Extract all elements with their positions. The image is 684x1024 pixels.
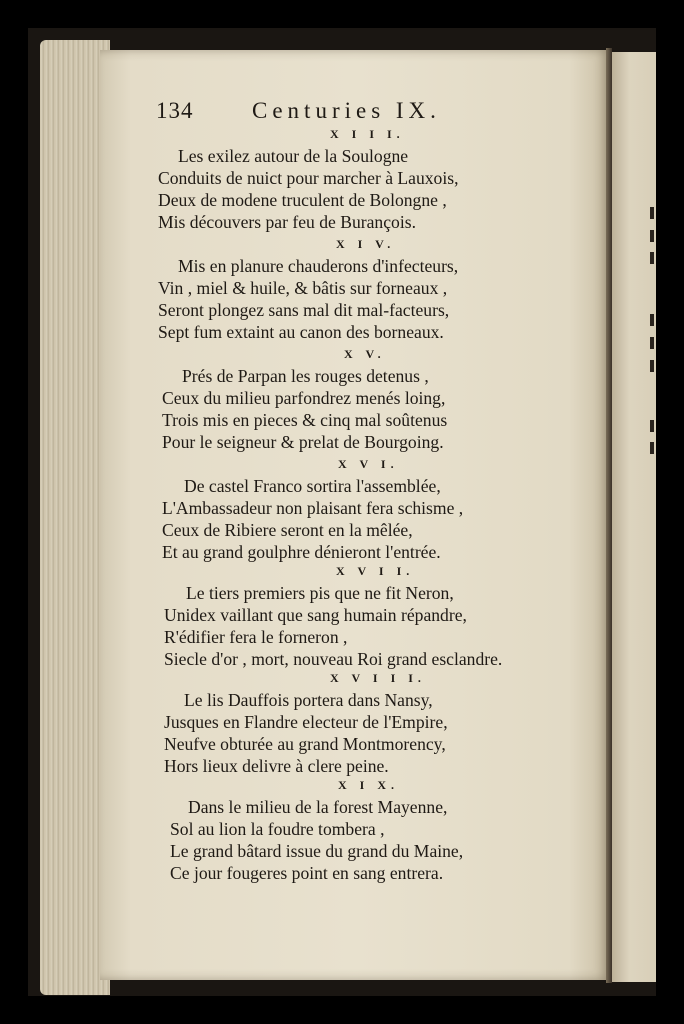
page-title: Centuries IX. [252, 98, 441, 123]
verse-line: Sol au lion la foudre tombera , [170, 819, 385, 839]
verse-line: Le tiers premiers pis que ne fit Neron, [186, 583, 454, 603]
verse-line: Neufve obturée au grand Montmorency, [164, 734, 446, 754]
verse-line: Sept fum extaint au canon des borneaux. [158, 322, 444, 342]
verse-line: Dans le milieu de la forest Mayenne, [188, 797, 448, 817]
quatrain-numeral: X V. [344, 347, 386, 361]
verse-line: Deux de modene truculent de Bolongne , [158, 190, 447, 210]
verse-line: Prés de Parpan les rouges detenus , [182, 366, 429, 386]
quatrain-numeral: X V I I. [336, 564, 415, 578]
verse-line: Ce jour fougeres point en sang entrera. [170, 863, 444, 883]
verse-line: Mis découvers par feu de Burançois. [158, 212, 416, 232]
verse-line: Le grand bâtard issue du grand du Maine, [170, 841, 464, 861]
verse-line: Trois mis en pieces & cinq mal soûtenus [162, 410, 448, 430]
verse-line: Mis en planure chauderons d'infecteurs, [178, 256, 459, 276]
verse-line: De castel Franco sortira l'assemblée, [184, 476, 441, 496]
verse-line: Unidex vaillant que sang humain répandre, [164, 605, 467, 625]
verse-line: Jusques en Flandre electeur de l'Empire, [164, 712, 448, 732]
quatrain-numeral: X I X. [338, 778, 400, 792]
verse-line: Les exilez autour de la Soulogne [178, 146, 409, 166]
verse-line: Ceux de Ribiere seront en la mêlée, [162, 520, 413, 540]
verse-line: Et au grand goulphre dénieront l'entrée. [162, 542, 441, 562]
page-number: 134 [156, 98, 194, 123]
verse-line: Hors lieux delivre à clere peine. [164, 756, 389, 776]
running-header [156, 98, 496, 128]
quatrain-numeral: X V I I I. [330, 671, 426, 685]
verse-line: Seront plongez sans mal dit mal-facteurs, [158, 300, 450, 320]
verse-line: Pour le seigneur & prelat de Bourgoing. [162, 432, 444, 452]
verse-line: Conduits de nuict pour marcher à Lauxois, [158, 168, 459, 188]
quatrain-numeral: X I V. [336, 237, 396, 251]
verse-line: Siecle d'or , mort, nouveau Roi grand esclandre. [164, 649, 503, 669]
quatrain-numeral: X V I. [338, 457, 399, 471]
verse-line: Vin , miel & huile, & bâtis sur forneaux , [158, 278, 448, 298]
verse-line: Ceux du milieu parfondrez menés loing, [162, 388, 446, 408]
quatrain-numeral: X I I I. [330, 127, 405, 141]
verse-line: R'édifier fera le forneron , [164, 627, 348, 647]
verse-line: L'Ambassadeur non plaisant fera schisme , [162, 498, 464, 518]
verse-line: Le lis Dauffois portera dans Nansy, [184, 690, 433, 710]
